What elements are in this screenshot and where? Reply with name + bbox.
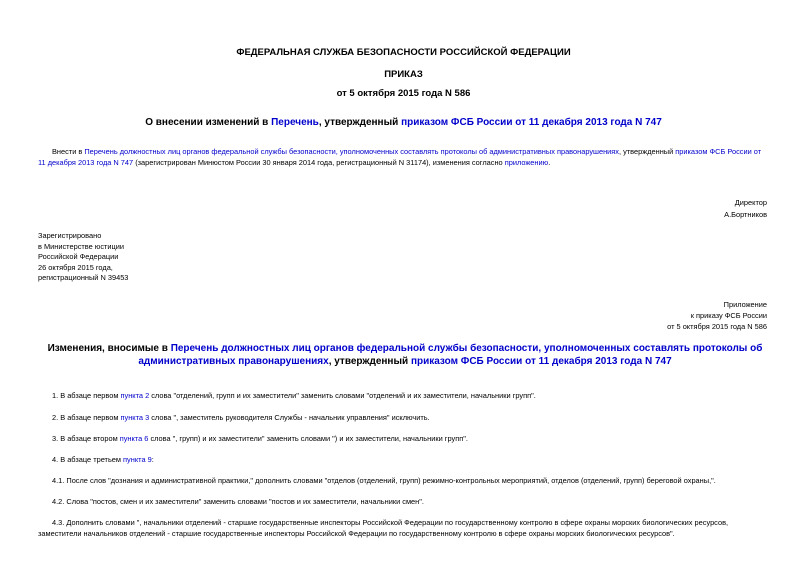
change-item-4-3: 4.3. Дополнить словами ", начальники отделений - старшие государственные инспекторы Российской Федерации по государственному контролю в сфере охраны морских биологических ресурсов, заместители начальников отделений - старшие государственные инспекторы Российской Федерации по государственному контролю в сфере охраны морских биологических ресурсов". xyxy=(38,518,729,538)
registration-block xyxy=(38,231,128,284)
signature-name: А.Бортников xyxy=(724,209,767,219)
appendix-block xyxy=(667,299,767,332)
change-item-1 xyxy=(38,391,768,402)
change-item-text: слова "отделений, групп и их заместители" заменить словами "отделений и их заместители, начальники групп". xyxy=(149,391,536,400)
intro-link-order[interactable]: приказом ФСБ России от 11 декабря 2013 года N 747 xyxy=(38,147,762,167)
signature-position: Директор xyxy=(734,198,767,207)
appendix-line: от 5 октября 2015 года N 586 xyxy=(667,322,767,331)
change-item-text: 1. В абзаце первом xyxy=(52,391,121,400)
signature-block xyxy=(724,197,767,220)
order-title-middle: , утвержденный xyxy=(318,117,402,128)
change-item-text: слова ", групп) и их заместители" заменить словами ") и их заместители, начальники групп". xyxy=(148,434,468,443)
registration-line: Зарегистрировано xyxy=(38,231,102,240)
change-item-3 xyxy=(38,434,768,445)
doc-type-heading: ПРИКАЗ xyxy=(384,69,423,80)
change-item-2 xyxy=(38,413,768,424)
change-item-4 xyxy=(38,455,768,466)
change-item-link[interactable]: пункта 2 xyxy=(120,391,150,400)
order-title-link-order[interactable]: приказом ФСБ России от 11 декабря 2013 года N 747 xyxy=(401,117,662,128)
intro-link-appendix[interactable]: приложению xyxy=(504,158,549,167)
change-item-text: 3. В абзаце втором xyxy=(52,434,120,443)
changes-title-link-order[interactable]: приказом ФСБ России от 11 декабря 2013 года N 747 xyxy=(410,356,672,367)
intro-text-3: (зарегистрирован Минюстом России 30 января 2014 года, регистрационный N 31174), изменения согласно xyxy=(133,158,505,167)
changes-title xyxy=(30,342,780,368)
order-title-prefix: О внесении изменений в xyxy=(145,117,272,128)
intro-paragraph xyxy=(38,146,768,168)
change-item-link[interactable]: пункта 6 xyxy=(119,434,149,443)
intro-text-2: , утвержденный xyxy=(619,147,676,156)
intro-text-4: . xyxy=(548,158,551,167)
registration-line: Российской Федерации xyxy=(38,252,119,261)
change-item-text: 2. В абзаце первом xyxy=(52,413,121,422)
change-item-link[interactable]: пункта 3 xyxy=(120,413,150,422)
registration-line: в Министерстве юстиции xyxy=(38,241,125,251)
changes-title-middle: , утвержденный xyxy=(328,356,411,367)
registration-line: регистрационный N 39453 xyxy=(38,273,129,282)
doc-date-number: от 5 октября 2015 года N 586 xyxy=(336,88,471,99)
change-item-text: 4. В абзаце третьем xyxy=(52,455,124,464)
changes-title-link-list[interactable]: Перечень должностных лиц органов федеральной службы безопасности, уполномоченных составлять протоколы об административных правонарушениях xyxy=(138,343,763,367)
order-title-link-list[interactable]: Перечень xyxy=(271,117,319,128)
change-item-text: : xyxy=(151,455,154,464)
change-item-link[interactable]: пункта 9 xyxy=(123,455,152,464)
registration-line: 26 октября 2015 года, xyxy=(38,262,113,272)
order-title xyxy=(0,117,807,128)
changes-title-prefix: Изменения, вносимые в xyxy=(47,343,171,354)
intro-text-1: Внести в xyxy=(52,147,85,156)
appendix-line: Приложение xyxy=(723,300,767,309)
agency-heading: ФЕДЕРАЛЬНАЯ СЛУЖБА БЕЗОПАСНОСТИ РОССИЙСКОЙ ФЕДЕРАЦИИ xyxy=(236,47,571,58)
appendix-line: к приказу ФСБ России xyxy=(690,311,767,320)
change-item-4-1: 4.1. После слов "дознания и административной практики," дополнить словами "отделов (отделений, групп) режимно-контрольных мероприятий, отделов (отделений, групп) береговой охраны,". xyxy=(52,476,716,485)
intro-link-list[interactable]: Перечень должностных лиц органов федеральной службы безопасности, уполномоченных составлять протоколы об административных правонарушениях xyxy=(84,147,619,156)
change-item-4-2: 4.2. Слова "постов, смен и их заместители" заменить словами "постов и их заместители, начальники смен". xyxy=(52,497,424,506)
change-item-text: слова ", заместитель руководителя Службы - начальник управления" исключить. xyxy=(149,413,430,422)
